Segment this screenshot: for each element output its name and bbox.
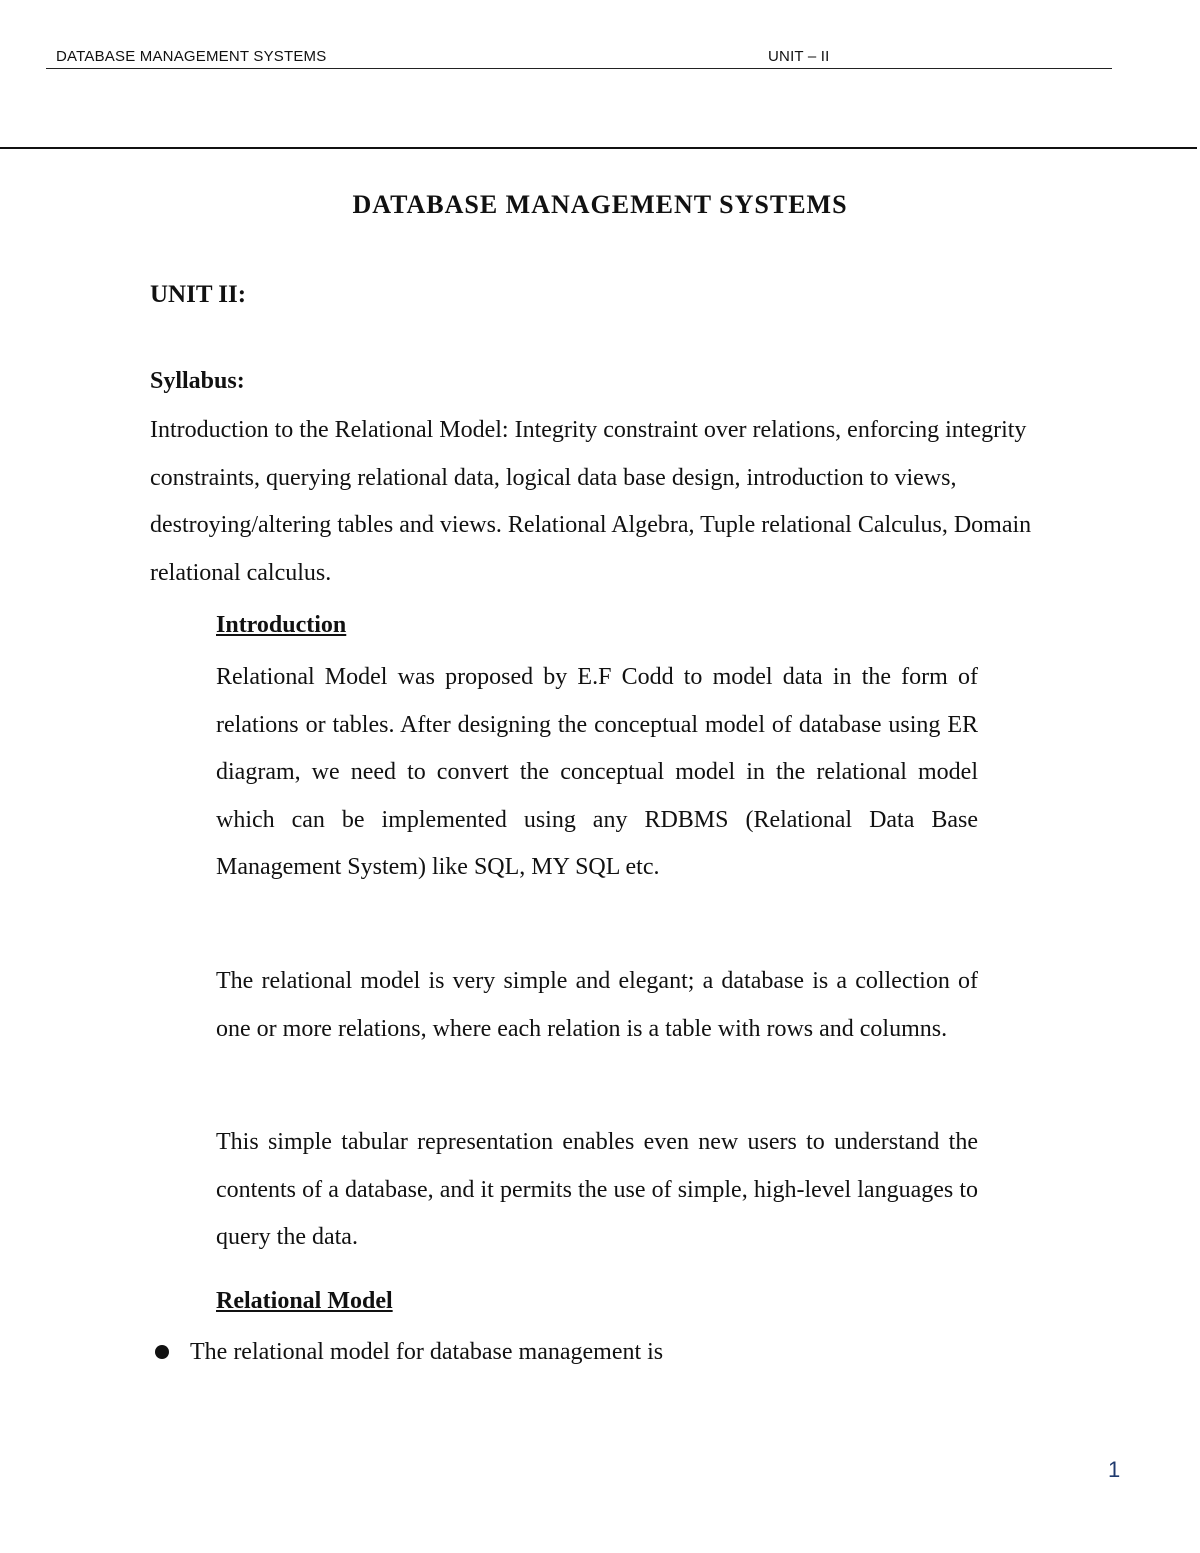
- document-title: DATABASE MANAGEMENT SYSTEMS: [352, 190, 848, 219]
- header-left-text: DATABASE MANAGEMENT SYSTEMS: [56, 48, 327, 65]
- introduction-heading: Introduction: [216, 612, 347, 638]
- bullet-text: The relational model for database management is: [190, 1339, 664, 1365]
- horizontal-rule: [0, 147, 1197, 149]
- header-right-text: UNIT – II: [768, 48, 830, 65]
- introduction-paragraph-2: The relational model is very simple and elegant; a database is a collection of one or more relations, where each relation is a table with rows and columns.: [216, 968, 978, 1042]
- syllabus-heading: Syllabus:: [150, 368, 245, 394]
- bullet-dot-icon: [155, 1345, 169, 1359]
- running-header: [46, 46, 1112, 69]
- relational-model-heading: Relational Model: [216, 1288, 393, 1314]
- page-number: 1: [1108, 1457, 1121, 1482]
- introduction-paragraph-3: This simple tabular representation enables even new users to understand the contents of a database, and it permits the use of simple, high-level languages to query the data.: [216, 1129, 978, 1250]
- syllabus-text: Introduction to the Relational Model: Integrity constraint over relations, enforcing integrity constraints, querying relational data, logical data base design, introduction to views, destroying/altering tables and views. Relational Algebra, Tuple relational Calculus, Domain relational calculus.: [150, 417, 1032, 586]
- introduction-paragraph-1: Relational Model was proposed by E.F Codd to model data in the form of relations or tables. After designing the conceptual model of database using ER diagram, we need to convert the conceptual model in the relational model which can be implemented using any RDBMS (Relational Data Base Management System) like SQL, MY SQL etc.: [216, 664, 978, 880]
- unit-heading: UNIT II:: [150, 281, 247, 308]
